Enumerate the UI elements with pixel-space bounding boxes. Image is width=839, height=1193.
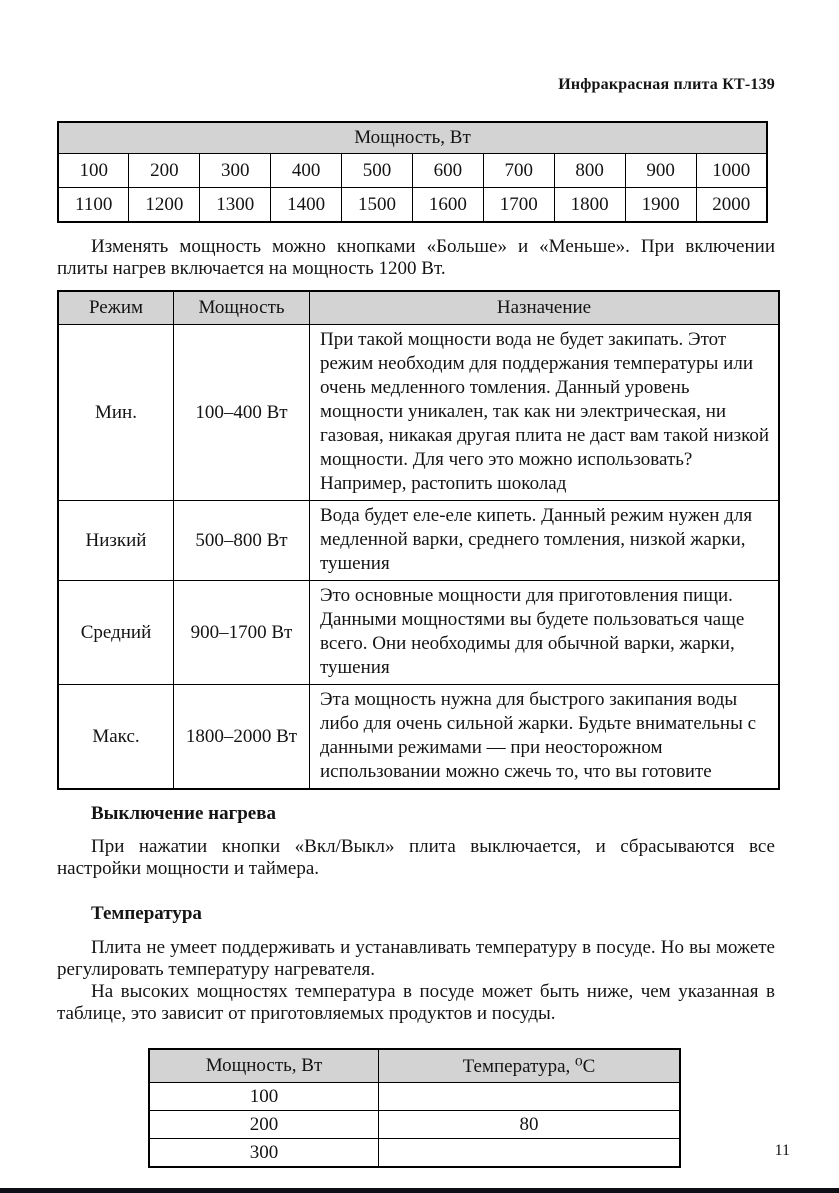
power-cell: 300 bbox=[200, 154, 271, 188]
description-cell: Вода будет еле-еле кипеть. Данный режим нужен для медленной варки, среднего томления, низкой жарки, тушения bbox=[310, 501, 780, 581]
temp-value-cell bbox=[379, 1139, 681, 1168]
power-cell: 1000 bbox=[696, 154, 767, 188]
table-row bbox=[58, 501, 779, 581]
power-table-title: Мощность, Вт bbox=[58, 122, 767, 154]
temp-value-cell bbox=[379, 1083, 681, 1111]
temp-table-header-power: Мощность, Вт bbox=[149, 1049, 379, 1083]
temperature-paragraph-1: Плита не умеет поддерживать и устанавливать температуру в посуде. Но вы можете регулировать температуру нагревателя. bbox=[57, 937, 775, 980]
temp-table-header-temp: Температура, ⁰С bbox=[379, 1049, 681, 1083]
table-header-row bbox=[58, 291, 779, 325]
table-row bbox=[58, 581, 779, 685]
page-number: 11 bbox=[774, 1142, 790, 1159]
power-value-cell: 300 bbox=[149, 1139, 379, 1168]
power-cell: 1100 bbox=[58, 188, 129, 223]
heading-temperature: Температура bbox=[91, 903, 202, 924]
power-cell: 1600 bbox=[412, 188, 483, 223]
mode-table-header-mode: Режим bbox=[58, 291, 174, 325]
mode-cell: Мин. bbox=[58, 325, 174, 501]
temp-value-cell: 80 bbox=[379, 1111, 681, 1139]
power-range-cell: 900–1700 Вт bbox=[174, 581, 310, 685]
power-cell: 1200 bbox=[129, 188, 200, 223]
power-cell: 1400 bbox=[271, 188, 342, 223]
table-row bbox=[149, 1111, 680, 1139]
table-row bbox=[149, 1083, 680, 1111]
power-cell: 600 bbox=[412, 154, 483, 188]
mode-table-header-power: Мощность bbox=[174, 291, 310, 325]
description-cell: Эта мощность нужна для быстрого закипания воды либо для очень сильной жарки. Будьте внимательны с данными режимами — при неосторожном использовании можно сжечь то, что вы готовите bbox=[310, 685, 780, 790]
power-cell: 900 bbox=[625, 154, 696, 188]
power-table bbox=[57, 121, 768, 223]
power-cell: 1300 bbox=[200, 188, 271, 223]
power-range-cell: 500–800 Вт bbox=[174, 501, 310, 581]
mode-cell: Средний bbox=[58, 581, 174, 685]
power-cell: 500 bbox=[342, 154, 413, 188]
heading-heat-off: Выключение нагрева bbox=[91, 803, 276, 824]
temperature-table bbox=[148, 1048, 681, 1168]
power-value-cell: 100 bbox=[149, 1083, 379, 1111]
description-cell: Это основные мощности для приготовления пищи. Данными мощностями вы будете пользоваться чаще всего. Они необходимы для обычной варки, жарки, тушения bbox=[310, 581, 780, 685]
power-cell: 1700 bbox=[483, 188, 554, 223]
table-row bbox=[58, 325, 779, 501]
power-cell: 800 bbox=[554, 154, 625, 188]
table-row bbox=[58, 122, 767, 154]
heat-off-paragraph: При нажатии кнопки «Вкл/Выкл» плита выключается, и сбрасываются все настройки мощности и таймера. bbox=[57, 836, 775, 879]
table-header-row bbox=[149, 1049, 680, 1083]
power-range-cell: 100–400 Вт bbox=[174, 325, 310, 501]
bottom-edge-bar bbox=[0, 1188, 839, 1193]
power-cell: 400 bbox=[271, 154, 342, 188]
power-cell: 100 bbox=[58, 154, 129, 188]
mode-cell: Низкий bbox=[58, 501, 174, 581]
power-cell: 1500 bbox=[342, 188, 413, 223]
power-cell: 2000 bbox=[696, 188, 767, 223]
mode-cell: Макс. bbox=[58, 685, 174, 790]
intro-paragraph: Изменять мощность можно кнопками «Больше» и «Меньше». При включении плиты нагрев включается на мощность 1200 Вт. bbox=[57, 236, 775, 279]
power-cell: 700 bbox=[483, 154, 554, 188]
page-header-title: Инфракрасная плита КТ-139 bbox=[558, 76, 775, 93]
description-cell: При такой мощности вода не будет закипать. Этот режим необходим для поддержания температуры или очень медленного томления. Данный уровень мощности уникален, так как ни электрическая, ни газовая, никакая другая плита не даст вам такой низкой мощности. Для чего это можно использовать? Например, растопить шоколад bbox=[310, 325, 780, 501]
power-cell: 200 bbox=[129, 154, 200, 188]
table-row bbox=[149, 1139, 680, 1168]
temperature-paragraph-2: На высоких мощностях температура в посуде может быть ниже, чем указанная в таблице, это зависит от приготовляемых продуктов и посуды. bbox=[57, 981, 775, 1024]
table-row bbox=[58, 188, 767, 223]
power-value-cell: 200 bbox=[149, 1111, 379, 1139]
power-cell: 1800 bbox=[554, 188, 625, 223]
table-row bbox=[58, 685, 779, 790]
mode-table bbox=[57, 290, 780, 790]
power-range-cell: 1800–2000 Вт bbox=[174, 685, 310, 790]
mode-table-header-purpose: Назначение bbox=[310, 291, 780, 325]
power-cell: 1900 bbox=[625, 188, 696, 223]
table-row bbox=[58, 154, 767, 188]
